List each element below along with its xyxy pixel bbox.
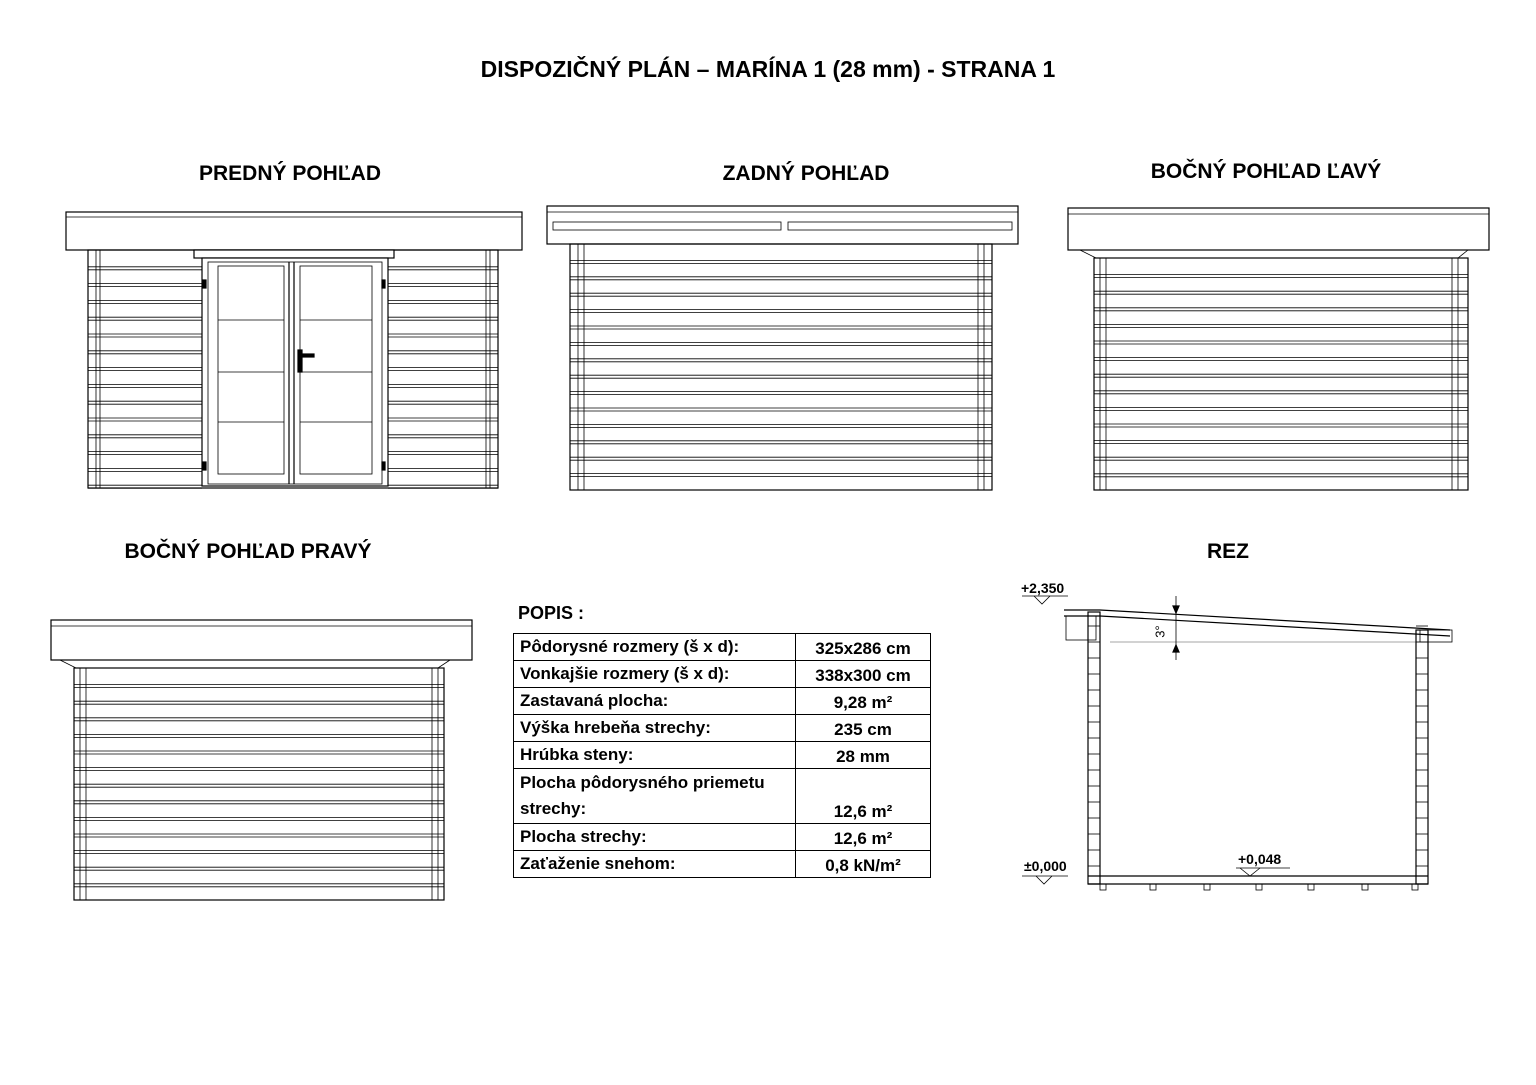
floor-joist (1204, 884, 1210, 890)
spec-label: Plocha pôdorysného priemetu strechy: (514, 769, 796, 824)
pitch-label: 3° (1152, 625, 1168, 638)
spec-label: Výška hrebeňa strechy: (514, 715, 796, 742)
floor-joist (1150, 884, 1156, 890)
table-row (514, 715, 931, 742)
spec-value: 9,28 m² (796, 688, 931, 715)
spec-value: 325x286 cm (796, 634, 931, 661)
spec-label: Zaťaženie snehom: (514, 851, 796, 878)
table-row (514, 661, 931, 688)
spec-label: Hrúbka steny: (514, 742, 796, 769)
floor-level-label: +0,048 (1238, 851, 1282, 867)
top-level-label: +2,350 (1021, 580, 1065, 596)
table-row (514, 824, 931, 851)
section-walls (1088, 612, 1428, 884)
section-roof (1064, 610, 1452, 642)
page-title: DISPOZIČNÝ PLÁN – MARÍNA 1 (28 mm) - STRANA 1 (480, 56, 1056, 82)
floor-joist (1308, 884, 1314, 890)
section-pitch-dimension (1173, 596, 1179, 660)
right-view-heading: BOČNÝ POHĽAD PRAVÝ (124, 540, 372, 563)
spec-label: Zastavaná plocha: (514, 688, 796, 715)
spec-value: 12,6 m² (796, 769, 931, 824)
table-row (514, 742, 931, 769)
floor-joist (1412, 884, 1418, 890)
table-row (514, 769, 931, 824)
spec-value: 0,8 kN/m² (796, 851, 931, 878)
spec-label: Plocha strechy: (514, 824, 796, 851)
front-view-heading: PREDNÝ POHĽAD (198, 162, 382, 185)
spec-label: Pôdorysné rozmery (š x d): (514, 634, 796, 661)
floor-joist (1362, 884, 1368, 890)
ground-level-label: ±0,000 (1024, 858, 1067, 874)
back-view-heading: ZADNÝ POHĽAD (722, 162, 890, 185)
table-row (514, 634, 931, 661)
floor-joist (1256, 884, 1262, 890)
level-markers (1022, 596, 1290, 884)
table-row (514, 688, 931, 715)
section-floor (1088, 876, 1428, 890)
spec-value: 235 cm (796, 715, 931, 742)
table-row (514, 851, 931, 878)
popis-title: POPIS : (518, 603, 585, 623)
spec-value: 28 mm (796, 742, 931, 769)
spec-value: 12,6 m² (796, 824, 931, 851)
section-heading: REZ (1207, 540, 1249, 563)
spec-label: Vonkajšie rozmery (š x d): (514, 661, 796, 688)
left-view-heading: BOČNÝ POHĽAD ĽAVÝ (1150, 160, 1382, 183)
floor-joist (1100, 884, 1106, 890)
spec-value: 338x300 cm (796, 661, 931, 688)
specification-table (513, 633, 931, 878)
